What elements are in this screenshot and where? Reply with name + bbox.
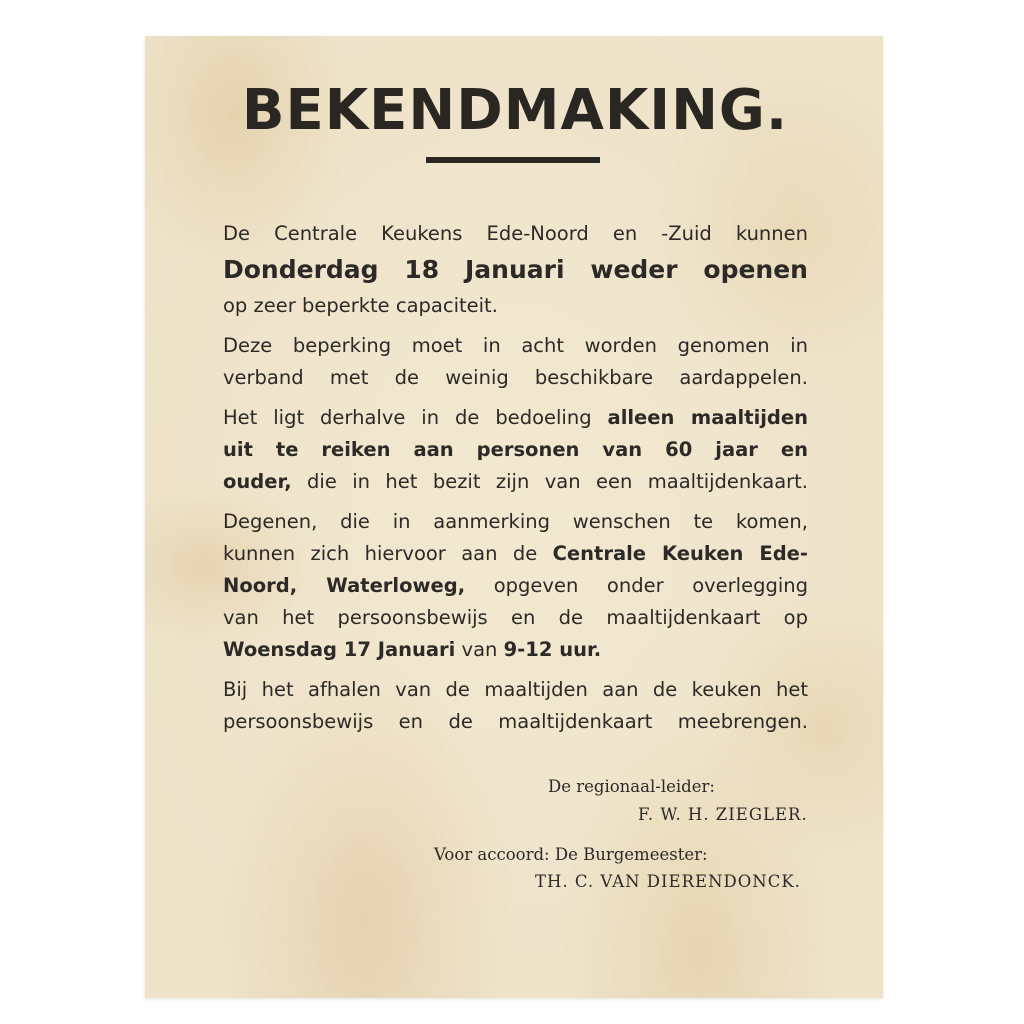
paragraph-2-line-2: verband met de weinig beschikbare aardappelen. — [223, 366, 808, 389]
registration-hours: 9-12 uur. — [503, 638, 602, 661]
kitchen-name: Centrale Keuken Ede- — [552, 542, 808, 565]
paragraph-4-line-3 — [223, 570, 808, 602]
paragraph-1-line-1: De Centrale Keukens Ede-Noord en -Zuid kunnen — [223, 222, 808, 245]
paragraph-5-line-1: Bij het afhalen van de maaltijden aan de keuken het — [223, 678, 808, 701]
paragraph-1-line-3: op zeer beperkte capaciteit. — [223, 294, 498, 317]
leader-title: De regionaal-leider: — [548, 777, 715, 796]
paragraph-3-line-2 — [223, 434, 808, 466]
paragraph-3-line-3 — [223, 466, 808, 498]
paragraph-3-emphasis-3: ouder, — [223, 470, 292, 493]
kitchen-address: Noord, Waterloweg, — [223, 574, 466, 597]
title-underline — [426, 157, 600, 163]
registration-text: van — [455, 638, 504, 661]
paragraph-4-line-4: van het persoonsbewijs en de maaltijdenkaart op — [223, 606, 808, 629]
poster-title: BEKENDMAKING. — [241, 78, 789, 143]
paragraph-4-text-2: kunnen zich hiervoor aan de — [223, 542, 553, 565]
leader-name: F. W. H. ZIEGLER. — [638, 805, 808, 824]
paragraph-3-text: Het ligt derhalve in de bedoeling — [223, 406, 608, 429]
paragraph-4-line-2 — [223, 538, 808, 570]
notice-body — [223, 218, 808, 738]
paragraph-3-line-1 — [223, 402, 808, 434]
paragraph-4-line-5 — [223, 634, 808, 666]
paragraph-3-text-3: die in het bezit zijn van een maaltijdenkaart. — [291, 470, 808, 493]
paragraph-2-line-1: Deze beperking moet in acht worden genomen in — [223, 334, 808, 357]
paragraph-5-line-2: persoonsbewijs en de maaltijdenkaart meebrengen. — [223, 710, 808, 733]
registration-date: Woensdag 17 Januari — [223, 638, 456, 661]
paragraph-4-line-1: Degenen, die in aanmerking wenschen te komen, — [223, 510, 808, 533]
mayor-name: TH. C. VAN DIERENDONCK. — [535, 872, 801, 891]
opening-date-line: Donderdag 18 Januari weder openen — [223, 255, 808, 284]
paragraph-4-text-3: opgeven onder overlegging — [465, 574, 808, 597]
paragraph-3-emphasis-2: uit te reiken aan personen van 60 jaar en — [223, 438, 808, 461]
mayor-title: Voor accoord: De Burgemeester: — [434, 845, 708, 864]
paragraph-3-emphasis: alleen maaltijden — [607, 406, 808, 429]
